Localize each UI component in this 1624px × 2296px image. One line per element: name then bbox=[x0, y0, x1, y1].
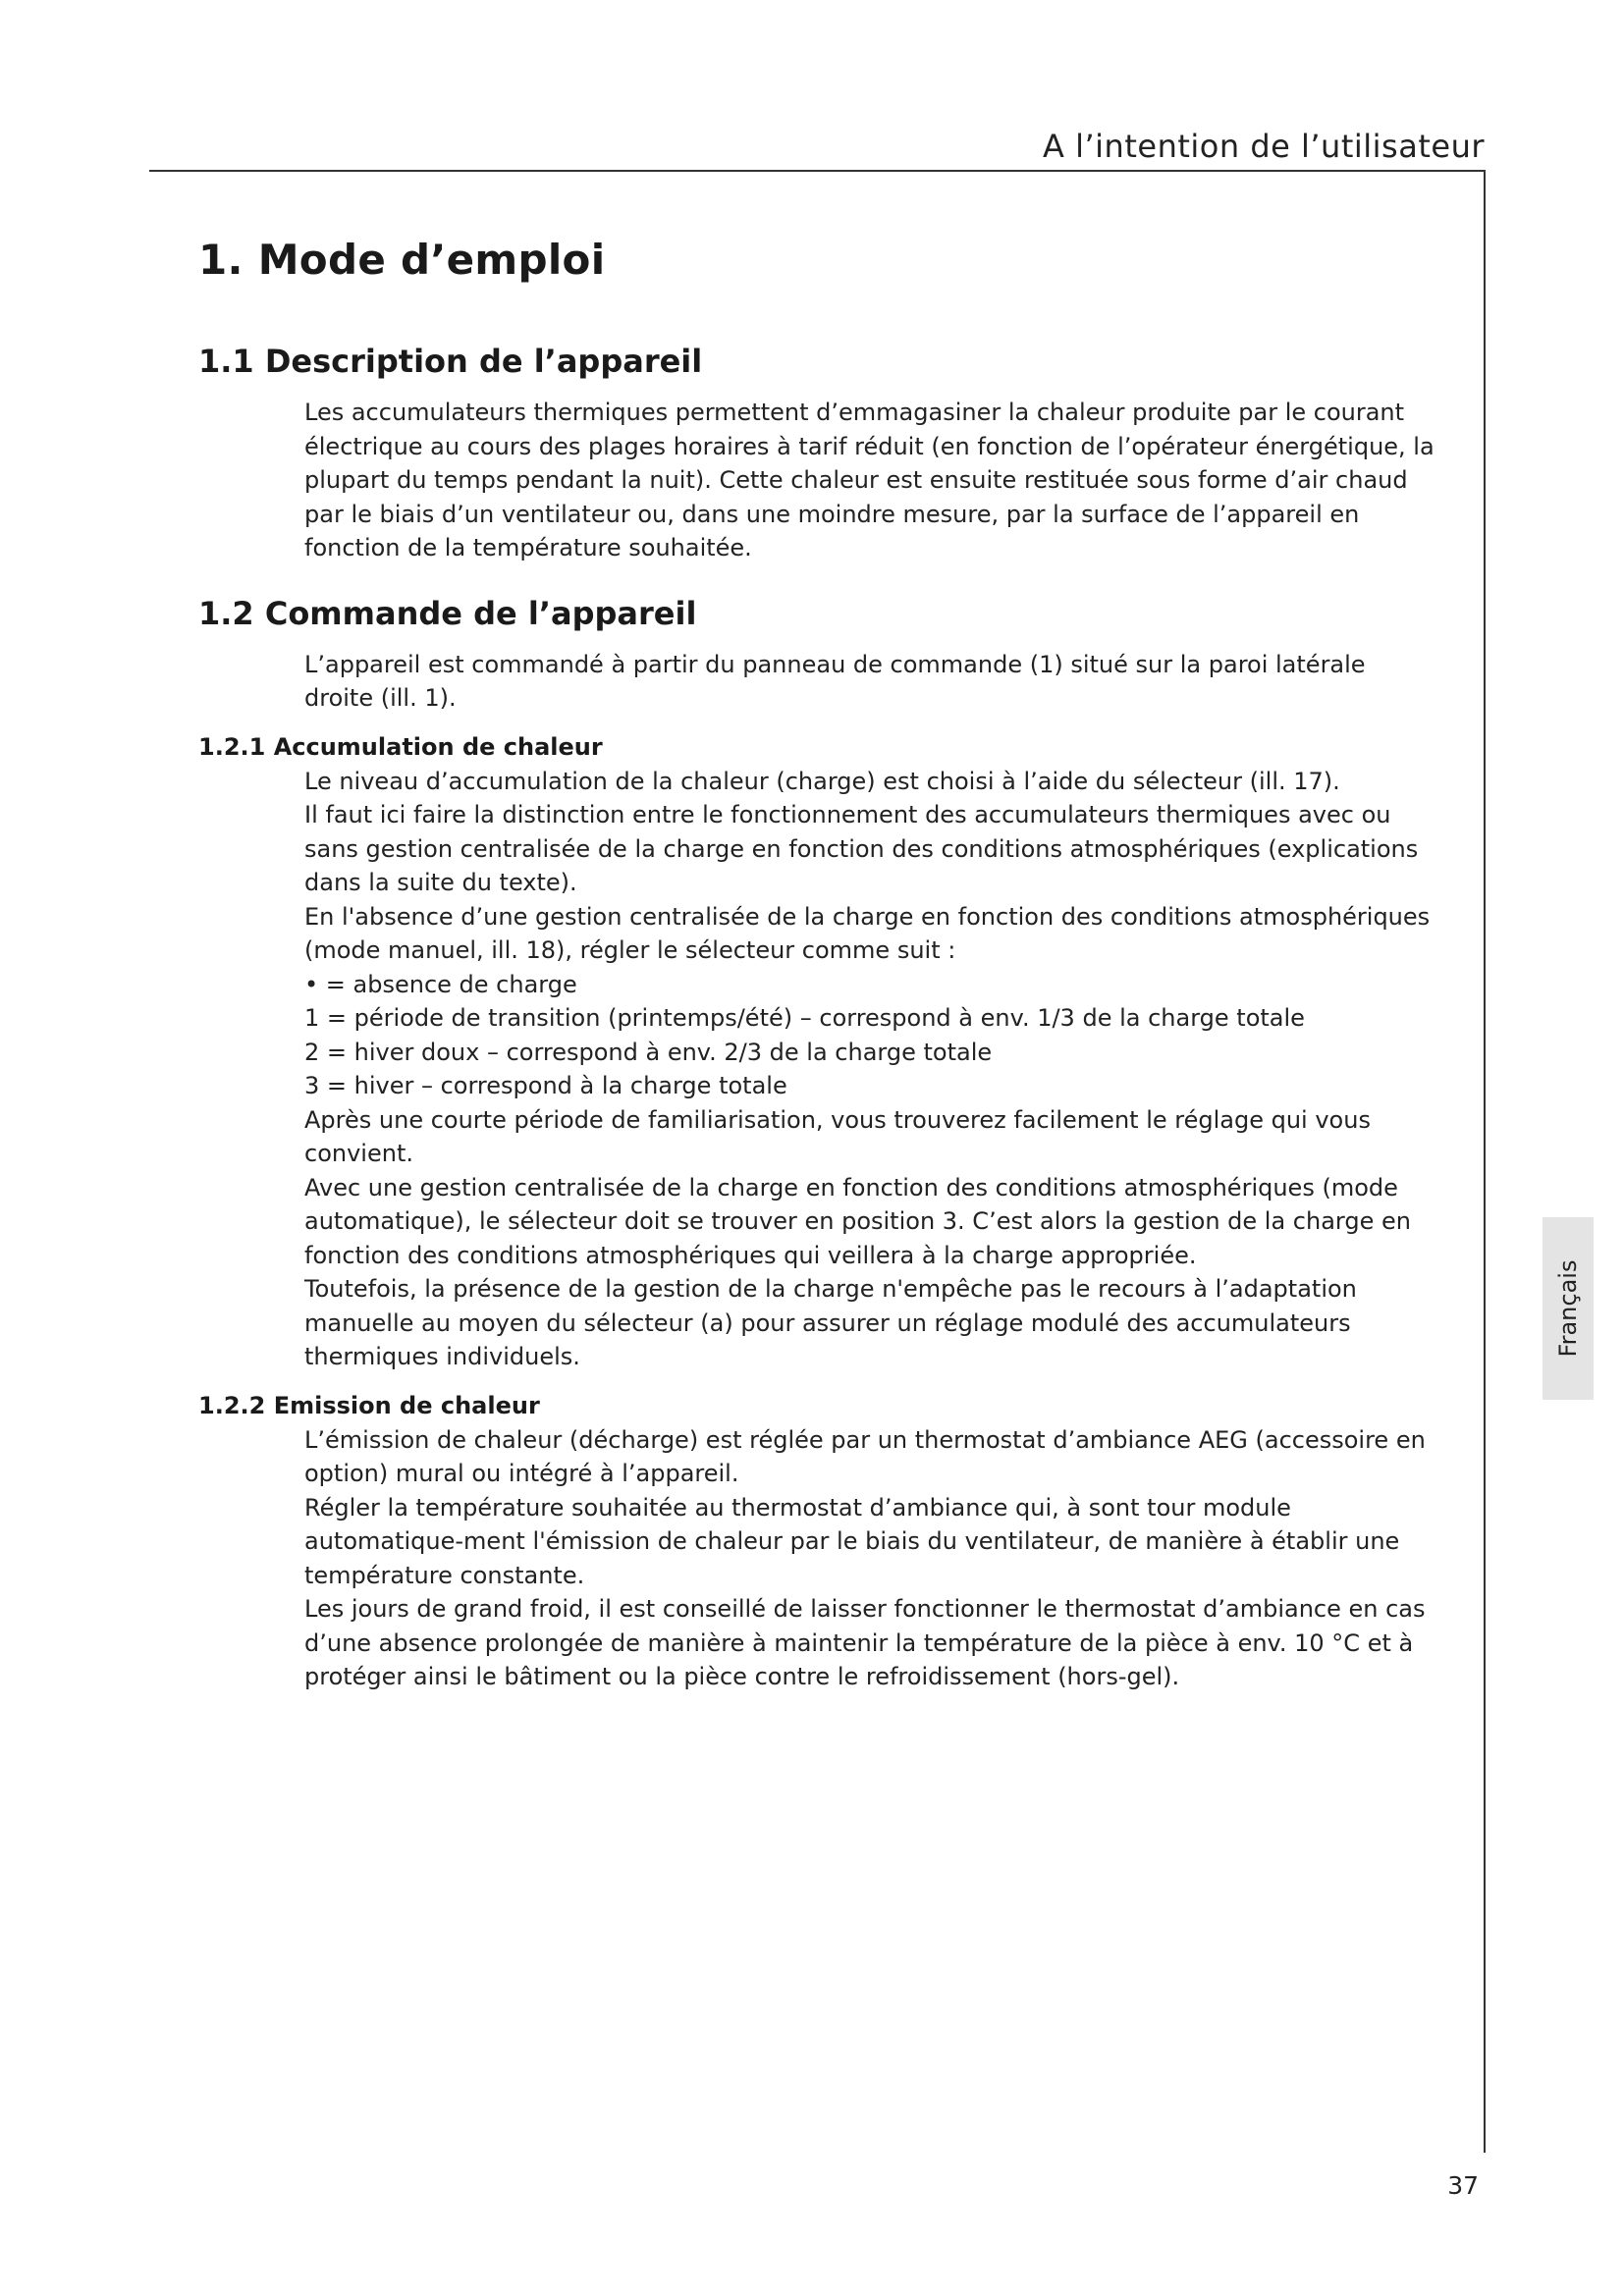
paragraph: Régler la température souhaitée au thermostat d’ambiance qui, à sont tour module automatique-ment l'émission de chaleur par le biais du ventilateur, de manière à établir une température constante. bbox=[304, 1493, 1400, 1589]
running-header: A l’intention de l’utilisateur bbox=[1043, 128, 1485, 165]
list-item: 2 = hiver doux – correspond à env. 2/3 de la charge totale bbox=[304, 1038, 993, 1066]
header-rule bbox=[149, 170, 1485, 172]
paragraph: L’émission de chaleur (décharge) est réglée par un thermostat d’ambiance AEG (accessoire en option) mural ou intégré à l’appareil. bbox=[304, 1425, 1426, 1487]
paragraph: Les accumulateurs thermiques permettent d’emmagasiner la chaleur produite par le courant électrique au cours des plages horaires à tarif réduit (en fonction de l’opérateur énergétique, la plupart du temps pendant la nuit). Cette chaleur est ensuite restituée sous forme d’air chaud par le biais d’un ventilateur ou, dans une moindre mesure, par la surface de l’appareil en fonction de la température souhaitée. bbox=[304, 399, 1435, 561]
list-item: 1 = période de transition (printemps/été) – correspond à env. 1/3 de la charge totale bbox=[304, 1004, 1305, 1032]
paragraph: Avec une gestion centralisée de la charge en fonction des conditions atmosphériques (mode automatique), le sélecteur doit se trouver en position 3. C’est alors la gestion de la charge en fonction des conditions atmosphériques qui veillera à la charge appropriée. bbox=[304, 1173, 1411, 1269]
list-item: • = absence de charge bbox=[304, 970, 577, 998]
subsection-heading-accumulation: 1.2.1 Accumulation de chaleur bbox=[198, 732, 603, 761]
paragraph: L’appareil est commandé à partir du panneau de commande (1) situé sur la paroi latérale droite (ill. 1). bbox=[304, 650, 1366, 712]
section-body-description bbox=[304, 396, 1441, 565]
paragraph: Après une courte période de familiarisation, vous trouverez facilement le réglage qui vous convient. bbox=[304, 1105, 1371, 1167]
list-item: 3 = hiver – correspond à la charge totale bbox=[304, 1072, 787, 1099]
subsection-body-accumulation bbox=[304, 765, 1441, 1374]
paragraph: Le niveau d’accumulation de la chaleur (charge) est choisi à l’aide du sélecteur (ill. 17). bbox=[304, 767, 1340, 795]
paragraph: En l'absence d’une gestion centralisée de la charge en fonction des conditions atmosphériques (mode manuel, ill. 18), régler le sélecteur comme suit : bbox=[304, 902, 1431, 964]
subsection-body-emission bbox=[304, 1423, 1441, 1694]
page-content bbox=[198, 236, 1445, 1694]
language-tab bbox=[1543, 1217, 1594, 1400]
page-number: 37 bbox=[1447, 2171, 1479, 2200]
chapter-title: 1. Mode d’emploi bbox=[198, 236, 606, 284]
section-body-commande bbox=[304, 648, 1441, 716]
language-tab-label: Français bbox=[1554, 1259, 1582, 1358]
subsection-heading-emission: 1.2.2 Emission de chaleur bbox=[198, 1391, 540, 1419]
paragraph: Toutefois, la présence de la gestion de la charge n'empêche pas le recours à l’adaptation manuelle au moyen du sélecteur (a) pour assurer un réglage modulé des accumulateurs thermiques individuels. bbox=[304, 1275, 1357, 1370]
section-heading-commande: 1.2 Commande de l’appareil bbox=[198, 594, 697, 632]
margin-rule bbox=[1484, 170, 1486, 2153]
paragraph: Il faut ici faire la distinction entre le fonctionnement des accumulateurs thermiques avec ou sans gestion centralisée de la charge en fonction des conditions atmosphériques (explications dans la suite du texte). bbox=[304, 801, 1419, 896]
section-heading-description: 1.1 Description de l’appareil bbox=[198, 343, 703, 380]
paragraph: Les jours de grand froid, il est conseillé de laisser fonctionner le thermostat d’ambiance en cas d’une absence prolongée de manière à maintenir la température de la pièce à env. 10 °C et à protéger ainsi le bâtiment ou la pièce contre le refroidissement (hors-gel). bbox=[304, 1595, 1426, 1690]
